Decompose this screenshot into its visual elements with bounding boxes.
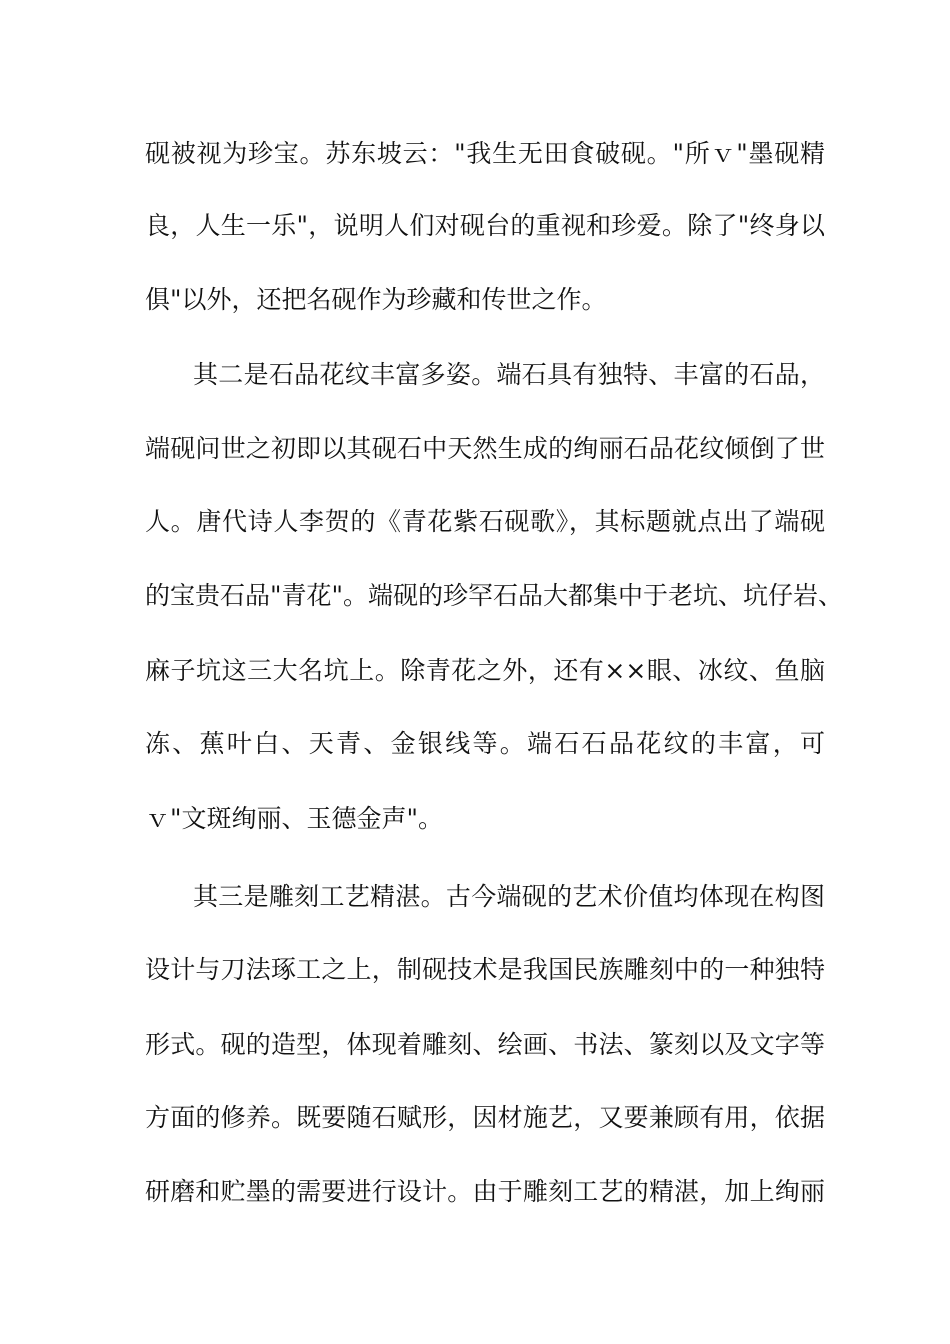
paragraph-3-line-4: 方面的修养。既要随石赋形，因材施艺，又要兼顾有用，依据 — [145, 1103, 825, 1132]
paragraph-2-line-7: ｖ"文斑绚丽、玉德金声"。 — [145, 804, 443, 833]
paragraph-2-line-2: 端砚问世之初即以其砚石中天然生成的绚丽石品花纹倾倒了世 — [145, 434, 825, 463]
text-line-2: 良，人生一乐"，说明人们对砚台的重视和珍爱。除了"终身以 — [145, 211, 825, 240]
paragraph-2-line-3: 人。唐代诗人李贺的《青花紫石砚歌》，其标题就点出了端砚 — [145, 507, 825, 536]
paragraph-3-line-3: 形式。砚的造型，体现着雕刻、绘画、书法、篆刻以及文字等 — [145, 1030, 825, 1059]
paragraph-3-line-2: 设计与刀法琢工之上，制砚技术是我国民族雕刻中的一种独特 — [145, 955, 825, 984]
paragraph-2-line-5: 麻子坑这三大名坑上。除青花之外，还有××眼、冰纹、鱼脑 — [145, 656, 825, 685]
paragraph-3-line-5: 研磨和贮墨的需要进行设计。由于雕刻工艺的精湛，加上绚丽 — [145, 1177, 825, 1206]
paragraph-2-line-6: 冻、蕉叶白、天青、金银线等。端石石品花纹的丰富，可 — [145, 729, 825, 758]
paragraph-3-line-1: 其三是雕刻工艺精湛。古今端砚的艺术价值均体现在构图 — [193, 882, 825, 911]
paragraph-2-line-1: 其二是石品花纹丰富多姿。端石具有独特、丰富的石品， — [193, 360, 825, 389]
paragraph-2-line-4: 的宝贵石品"青花"。端砚的珍罕石品大都集中于老坑、坑仔岩、 — [145, 581, 844, 610]
text-line-3: 俱"以外，还把名砚作为珍藏和传世之作。 — [145, 285, 607, 314]
text-line-1: 砚被视为珍宝。苏东坡云："我生无田食破砚。"所ｖ"墨砚精 — [145, 139, 825, 168]
